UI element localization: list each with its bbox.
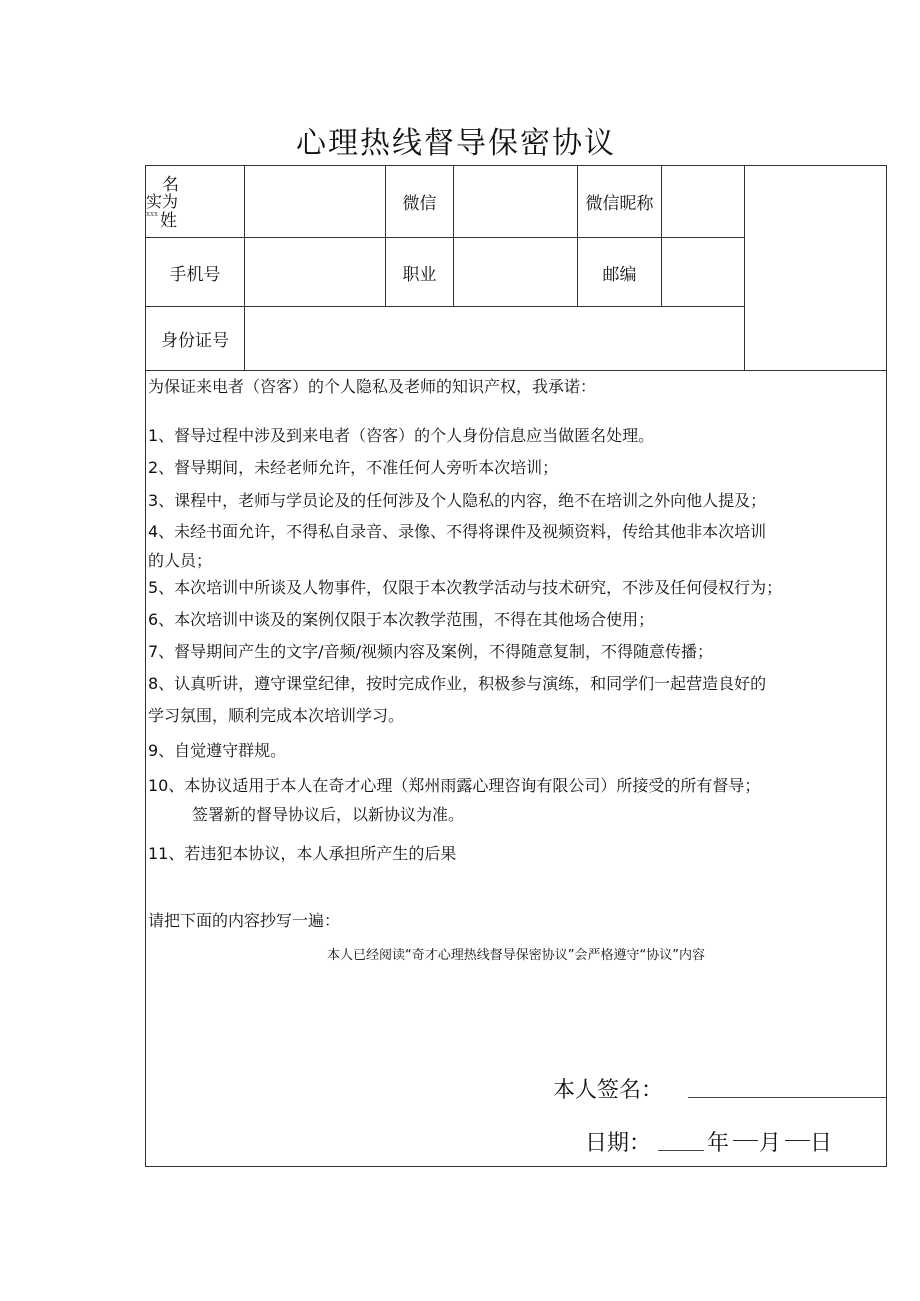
- copy-text: 本人已经阅读“奇才心理热线督导保密协议”会严格遵守“协议”内容: [327, 948, 705, 963]
- phone-value[interactable]: [245, 238, 385, 306]
- list-item: 3、课程中，老师与学员论及的任何涉及个人隐私的内容，绝不在培训之外向他人提及；: [148, 491, 767, 510]
- photo-area: [745, 166, 886, 370]
- signature-line[interactable]: [688, 1097, 886, 1098]
- list-item: 的人员；: [148, 551, 213, 570]
- list-item: 6、本次培训中谈及的案例仅限于本次教学范围，不得在其他场合使用；: [148, 610, 655, 629]
- date-label: 日期：: [585, 1131, 652, 1156]
- list-item: 7、督导期间产生的文字/音频/视频内容及案例，不得随意复制，不得随意传播；: [148, 642, 713, 661]
- date-day-line[interactable]: [785, 1140, 810, 1141]
- wechat-label: 微信: [402, 194, 437, 214]
- job-label: 职业: [402, 264, 437, 285]
- list-item: 8、认真听讲，遵守课堂纪律，按时完成作业，积极参与演练，和同学们一起营造良好的: [148, 674, 767, 693]
- job-value[interactable]: [454, 238, 577, 306]
- list-item: 5、本次培训中所谈及人物事件，仅限于本次教学活动与技术研究，不涉及任何侵权行为；: [148, 578, 783, 597]
- list-item: 签署新的督导协议后，以新协议为准。: [192, 805, 465, 824]
- id-number-value[interactable]: [245, 307, 744, 370]
- phone-label: 手机号: [169, 264, 221, 285]
- wechat-nickname-value[interactable]: [662, 166, 744, 237]
- list-item: 4、未经书面允许，不得私自录音、录像、不得将课件及视频资料，传给其他非本次培训: [148, 522, 767, 541]
- intro-text: 为保证来电者（咨客）的个人隐私及老师的知识产权，我承诺：: [148, 377, 597, 396]
- postcode-value[interactable]: [662, 238, 744, 306]
- list-item: 学习氛围，顺利完成本次培训学习。: [148, 706, 405, 725]
- list-item: 10、本协议适用于本人在奇才心理（郑州雨露心理咨询有限公司）所接受的所有督导；: [148, 776, 761, 795]
- date-year-line[interactable]: [658, 1150, 704, 1151]
- postcode-label: 邮编: [602, 264, 637, 285]
- wechat-nickname-label: 微信昵称: [585, 194, 654, 214]
- list-item: 11、若违犯本协议，本人承担所产生的后果: [148, 844, 457, 863]
- date-month-label: 月: [759, 1131, 782, 1156]
- id-number-label: 身份证号: [161, 331, 229, 351]
- signature-label: 本人签名：: [553, 1078, 664, 1103]
- page-title: 心理热线督导保密协议: [296, 126, 616, 161]
- copy-instruction: 请把下面的内容抄写一遍：: [148, 911, 341, 930]
- list-item: 1、督导过程中涉及到来电者（咨客）的个人身份信息应当做匿名处理。: [148, 426, 655, 445]
- date-year-label: 年: [707, 1131, 730, 1156]
- real-name-value[interactable]: [245, 166, 385, 237]
- real-name-label: 名 实为 xxx 姓: [146, 175, 179, 231]
- date-day-label: 日: [810, 1131, 833, 1156]
- list-item: 2、督导期间，未经老师允许，不准任何人旁听本次培训；: [148, 458, 559, 477]
- wechat-value[interactable]: [454, 166, 577, 237]
- date-month-line[interactable]: [733, 1140, 758, 1141]
- list-item: 9、自觉遵守群规。: [148, 741, 287, 760]
